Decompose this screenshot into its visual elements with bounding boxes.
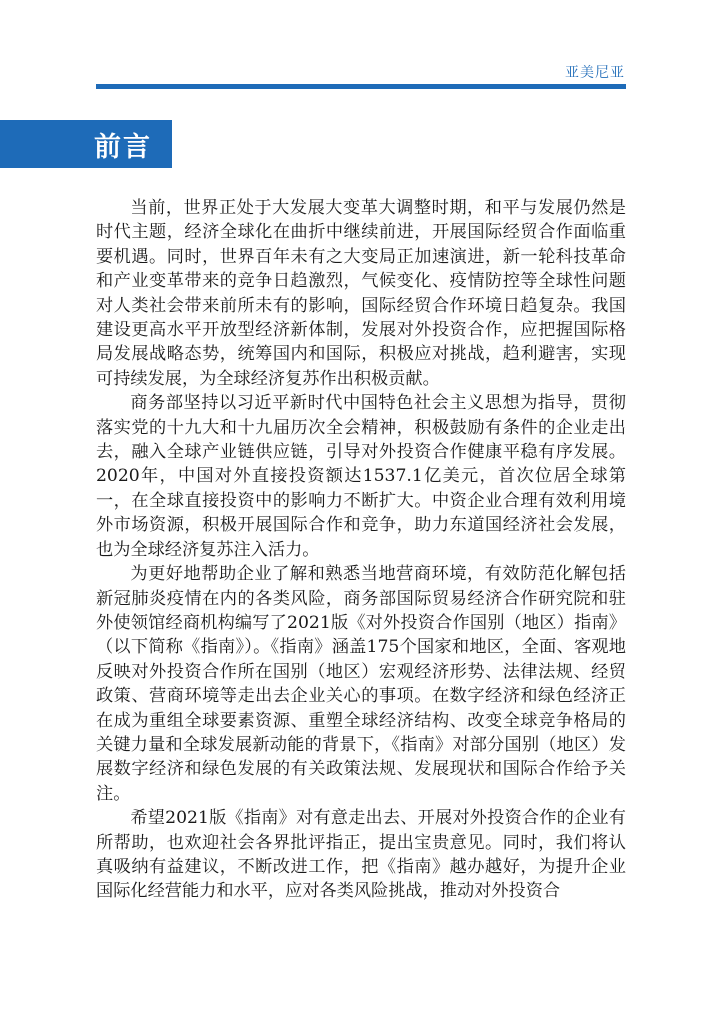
- header-country-name: 亚美尼亚: [565, 65, 625, 81]
- header-divider: [96, 84, 626, 89]
- paragraph-4: 希望2021版《指南》对有意走出去、开展对外投资合作的企业有所帮助，也欢迎社会各界批评指正，提出宝贵意见。同时，我们将认真吸纳有益建议，不断改进工作，把《指南》越办越好，为提升企业国际化经营能力和水平，应对各类风险挑战，推动对外投资合: [96, 808, 626, 902]
- paragraph-3: 为更好地帮助企业了解和熟悉当地营商环境，有效防范化解包括新冠肺炎疫情在内的各类风险，商务部国际贸易经济合作研究院和驻外使领馆经商机构编写了2021版《对外投资合作国别（地区）指南》（以下简称《指南》）。《指南》涵盖175个国家和地区，全面、客观地反映对外投资合作所在国别（地区）宏观经济形势、法律法规、经贸政策、营商环境等走出去企业关心的事项。在数字经济和绿色经济正在成为重组全球要素资源、重塑全球经济结构、改变全球竞争格局的关键力量和全球发展新动能的背景下，《指南》对部分国别（地区）发展数字经济和绿色发展的有关政策法规、发展现状和国际合作给予关注。: [96, 564, 626, 804]
- paragraph-2: 商务部坚持以习近平新时代中国特色社会主义思想为指导，贯彻落实党的十九大和十九届历次全会精神，积极鼓励有条件的企业走出去，融入全球产业链供应链，引导对外投资合作健康平稳有序发展。2020年，中国对外直接投资额达1537.1亿美元，首次位居全球第一，在全球直接投资中的影响力不断扩大。中资企业合理有效利用境外市场资源，积极开展国际合作和竞争，助力东道国经济社会发展，也为全球经济复苏注入活力。: [96, 393, 626, 560]
- section-title-block: [0, 120, 172, 168]
- body-text: [96, 196, 626, 904]
- paragraph-1: 当前，世界正处于大发展大变革大调整时期，和平与发展仍然是时代主题，经济全球化在曲折中继续前进，开展国际经贸合作面临重要机遇。同时，世界百年未有之大变局正加速演进，新一轮科技革命和产业变革带来的竞争日趋激烈，气候变化、疫情防控等全球性问题对人类社会带来前所未有的影响，国际经贸合作环境日趋复杂。我国建设更高水平开放型经济新体制，发展对外投资合作，应把握国际格局发展战略态势，统筹国内和国际，积极应对挑战，趋利避害，实现可持续发展，为全球经济复苏作出积极贡献。: [96, 198, 626, 389]
- section-title: 前言: [94, 131, 152, 163]
